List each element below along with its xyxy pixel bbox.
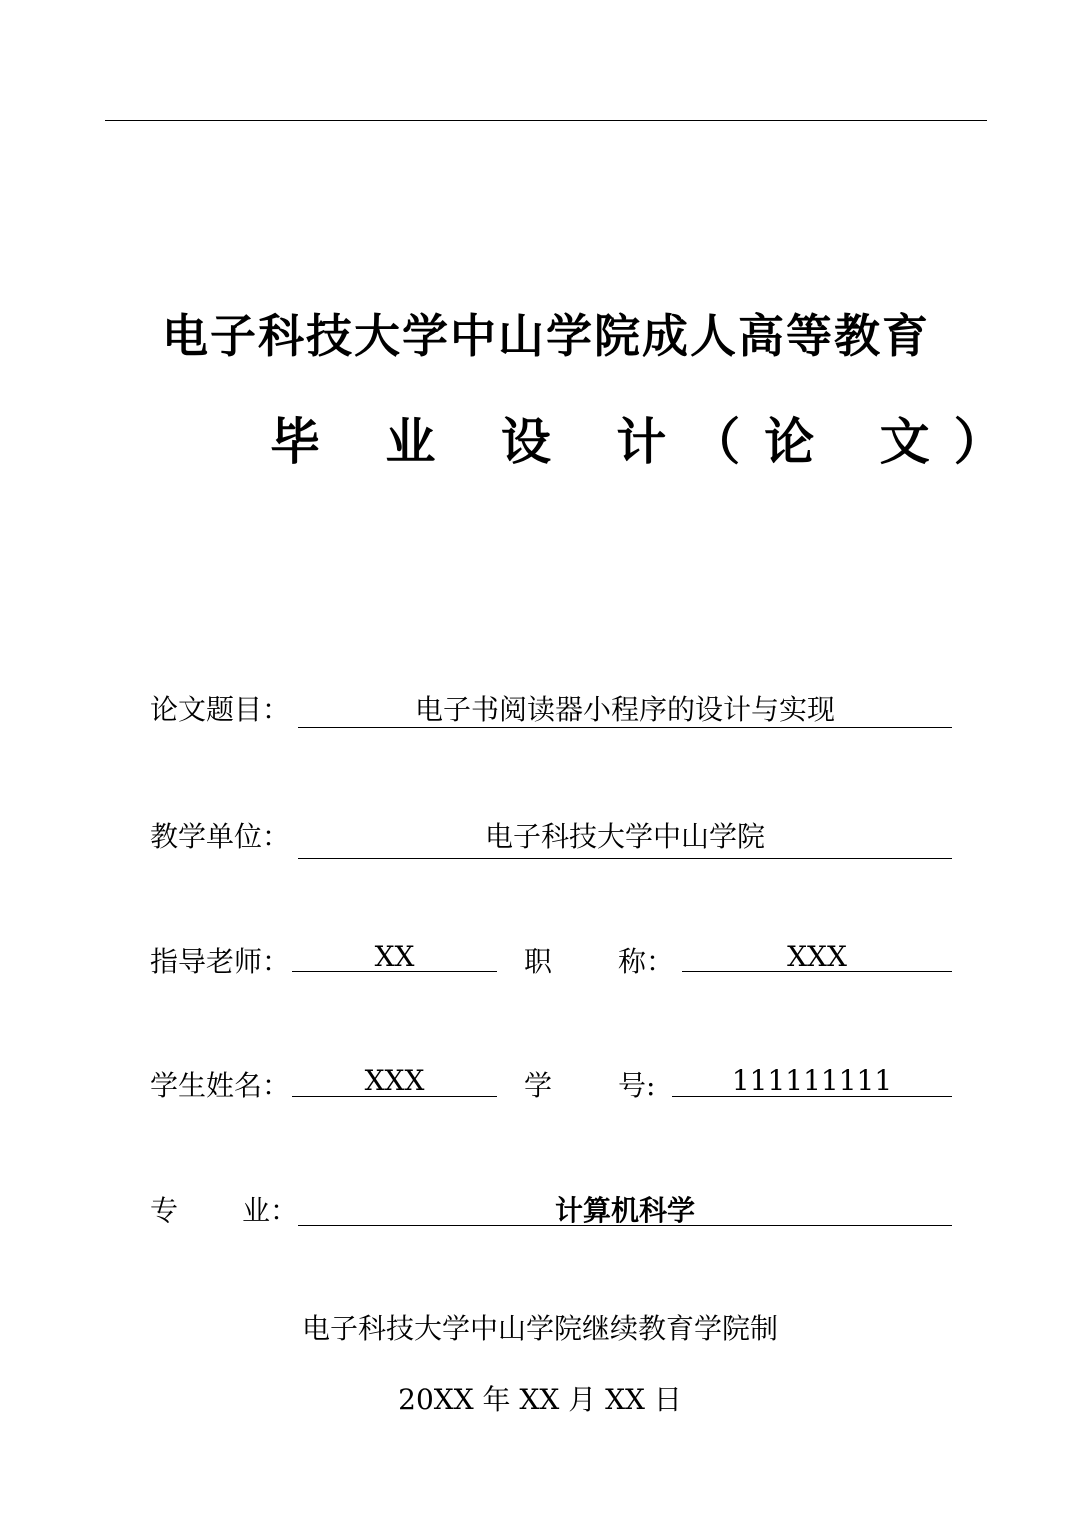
major-value: 计算机科学 — [554, 1194, 695, 1227]
position-underline — [682, 971, 952, 972]
unit-label: 教学单位： — [150, 820, 291, 853]
unit-underline — [298, 858, 952, 859]
major-label-2: 业： — [242, 1194, 299, 1227]
footer-date: 20XX 年 XX 月 XX 日 — [398, 1383, 682, 1416]
advisor-value: XX — [374, 940, 415, 973]
position-label-1: 职 — [524, 945, 553, 978]
thesis-title-value: 电子书阅读器小程序的设计与实现 — [414, 693, 835, 726]
student-id-value: 111111111 — [731, 1064, 893, 1097]
student-name-label: 学生姓名： — [150, 1069, 291, 1102]
student-name-value: XXX — [364, 1064, 425, 1097]
footer-institution: 电子科技大学中山学院继续教育学院制 — [301, 1312, 778, 1345]
major-underline — [298, 1225, 952, 1226]
document-title: 毕 业 设 计（论 文） — [270, 412, 1028, 471]
position-label-2: 称： — [618, 945, 675, 978]
student-name-underline — [292, 1096, 497, 1097]
top-rule — [105, 120, 987, 121]
unit-value: 电子科技大学中山学院 — [484, 820, 765, 853]
thesis-title-underline — [298, 727, 952, 728]
major-label-1: 专 — [150, 1194, 179, 1227]
thesis-title-label: 论文题目： — [150, 693, 291, 726]
student-id-label-1: 学 — [524, 1069, 553, 1102]
position-value: XXX — [787, 940, 847, 973]
advisor-underline — [292, 971, 497, 972]
student-id-label-2: 号: — [618, 1069, 656, 1102]
advisor-label: 指导老师： — [150, 945, 291, 978]
school-title: 电子科技大学中山学院成人高等教育 — [162, 309, 930, 363]
student-id-underline — [672, 1096, 952, 1097]
